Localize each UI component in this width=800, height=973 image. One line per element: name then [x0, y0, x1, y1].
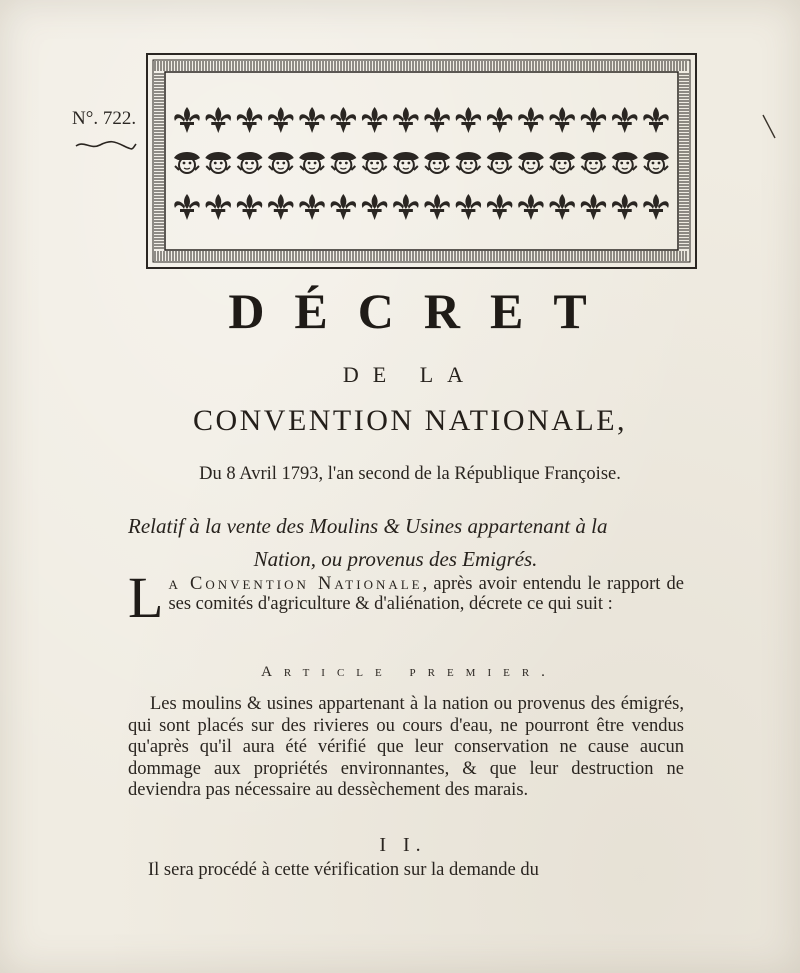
fleur-de-lis-icon	[581, 194, 606, 220]
fleur-de-lis-icon	[487, 107, 512, 133]
fleur-de-lis-icon	[549, 107, 574, 133]
fleur-de-lis-icon	[206, 194, 231, 220]
ornament-row-top	[174, 107, 668, 133]
ornament-hatched-border	[154, 61, 689, 261]
fleur-de-lis-icon	[487, 194, 512, 220]
fleur-de-lis-icon	[612, 194, 637, 220]
face-medallion-icon	[424, 152, 450, 173]
fleur-de-lis-icon	[299, 194, 324, 220]
fleur-de-lis-icon	[424, 194, 449, 220]
decree-subject-line-1: Relatif à la vente des Moulins & Usines appartenant à la	[128, 514, 608, 538]
flourish-icon	[74, 138, 138, 152]
subtitle-convention: CONVENTION NATIONALE,	[192, 404, 628, 437]
ornament-outer-frame	[147, 54, 696, 268]
fleur-de-lis-icon	[456, 194, 481, 220]
ornament-inner-frame	[153, 60, 690, 262]
face-medallion-icon	[237, 152, 263, 173]
article-1-text: Les moulins & usines appartenant à la nation ou provenus des émigrés, qui sont placés sur des rivieres ou cours d'eau, ne pourront être vendus qu'après qu'il aura été vérifié que leur conservation ne cause aucun dommage aux propriétés environnantes, & que leur destruction ne deviendra pas nécessaire au dessèchement des marais.	[128, 694, 684, 800]
fleur-de-lis-icon	[456, 107, 481, 133]
preamble-text: , après avoir entendu le rapport de ses comités d'agriculture & d'aliénation, décrete ce qui suit :	[168, 574, 684, 614]
decorative-header-ornament	[143, 50, 700, 272]
fleur-de-lis-icon	[206, 107, 231, 133]
fleur-de-lis-icon	[424, 107, 449, 133]
fleur-de-lis-icon	[237, 107, 262, 133]
decree-date: Du 8 Avril 1793, l'an second de la République Françoise.	[199, 464, 621, 484]
ornament-row-middle	[174, 152, 669, 173]
fleur-de-lis-icon	[237, 194, 262, 220]
face-medallion-icon	[580, 152, 606, 173]
article-1-heading: Article premier.	[261, 664, 557, 680]
fleur-de-lis-icon	[268, 107, 293, 133]
fleur-de-lis-icon	[174, 107, 199, 133]
fleur-de-lis-icon	[299, 107, 324, 133]
face-medallion-icon	[455, 152, 481, 173]
face-medallion-icon	[518, 152, 544, 173]
article-2-text: Il sera procédé à cette vérification sur la demande du	[148, 860, 539, 880]
face-medallion-icon	[268, 152, 294, 173]
face-medallion-icon	[487, 152, 513, 173]
fleur-de-lis-icon	[643, 194, 668, 220]
stray-ink-mark	[760, 112, 780, 142]
face-medallion-icon	[549, 152, 575, 173]
preamble-smallcaps: a Convention Nationale	[168, 574, 423, 594]
fleur-de-lis-icon	[362, 107, 387, 133]
fleur-de-lis-icon	[174, 194, 199, 220]
face-medallion-icon	[643, 152, 669, 173]
fleur-de-lis-icon	[549, 194, 574, 220]
face-medallion-icon	[612, 152, 638, 173]
decree-subject-line-2: Nation, ou provenus des Emigrés.	[253, 547, 538, 571]
fleur-de-lis-icon	[518, 194, 543, 220]
fleur-de-lis-icon	[362, 194, 387, 220]
face-medallion-icon	[330, 152, 356, 173]
fleur-de-lis-icon	[331, 107, 356, 133]
document-number: N°. 722.	[72, 108, 137, 129]
fleur-de-lis-icon	[581, 107, 606, 133]
face-medallion-icon	[362, 152, 388, 173]
face-medallion-icon	[174, 152, 200, 173]
face-medallion-icon	[205, 152, 231, 173]
subtitle-de-la: DE LA	[342, 362, 478, 387]
fleur-de-lis-icon	[393, 107, 418, 133]
fleur-de-lis-icon	[612, 107, 637, 133]
decree-subject	[128, 510, 693, 576]
fleur-de-lis-icon	[643, 107, 668, 133]
fleur-de-lis-icon	[393, 194, 418, 220]
fleur-de-lis-icon	[518, 107, 543, 133]
article-2-heading: I I.	[379, 834, 427, 856]
fleur-de-lis-icon	[268, 194, 293, 220]
decree-title: DÉCRET	[228, 283, 617, 339]
fleur-de-lis-icon	[331, 194, 356, 220]
drop-cap: L	[128, 565, 164, 630]
face-medallion-icon	[299, 152, 325, 173]
preamble-paragraph	[128, 565, 684, 630]
face-medallion-icon	[393, 152, 419, 173]
ornament-row-bottom	[174, 194, 668, 220]
